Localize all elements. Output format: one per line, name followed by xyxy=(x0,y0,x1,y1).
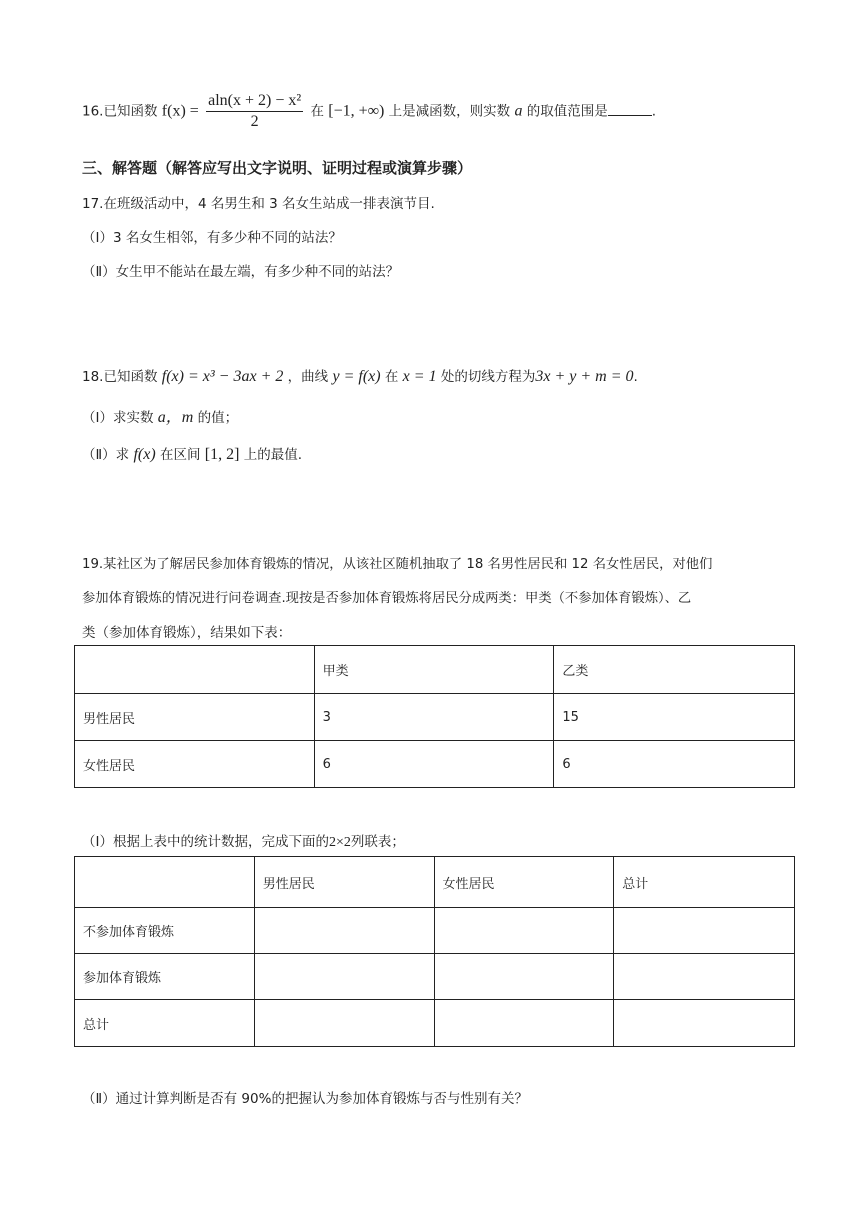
table-row xyxy=(75,954,795,1000)
q19-part1-post: 列联表； xyxy=(350,834,405,850)
table-cell[interactable] xyxy=(254,954,434,1000)
table-cell xyxy=(75,857,255,908)
table-row xyxy=(75,908,795,954)
q19-part1 xyxy=(82,830,405,851)
q18-part2-mid: 在区间 xyxy=(159,447,201,463)
q19-part2: （Ⅱ）通过计算判断是否有 90%的把握认为参加体育锻炼与否与性别有关？ xyxy=(82,1091,528,1107)
table-cell: 15 xyxy=(554,694,795,741)
q16-numerator: aln(x + 2) − x² xyxy=(206,92,303,112)
q16-suffix: 的取值范围是 xyxy=(526,103,608,120)
question-16 xyxy=(82,92,656,131)
table-cell[interactable] xyxy=(434,1000,614,1047)
table-cell: 甲类 xyxy=(314,646,554,694)
q19-line3: 类（参加体育锻炼），结果如下表： xyxy=(82,625,292,641)
q18-part2 xyxy=(82,443,302,464)
q16-var-a: a xyxy=(514,102,523,120)
table-cell xyxy=(75,646,315,694)
table-cell[interactable] xyxy=(434,954,614,1000)
q19-part1-pre: （Ⅰ）根据上表中的统计数据，完成下面的 xyxy=(82,834,329,850)
q18-curve: y = f(x) xyxy=(332,368,381,385)
table-cell: 总计 xyxy=(75,1000,255,1047)
table-cell: 男性居民 xyxy=(75,694,315,741)
table-row xyxy=(75,1000,795,1047)
q19-line1: 19.某社区为了解居民参加体育锻炼的情况，从该社区随机抽取了 18 名男性居民和 12 名女性居民，对他们 xyxy=(82,557,713,572)
q18-part2-func: f(x) xyxy=(133,446,156,463)
q18-end: . xyxy=(633,369,638,385)
q16-fx: f(x) = xyxy=(161,102,199,120)
q18-part2-post: 上的最值. xyxy=(243,447,302,463)
table-cell: 3 xyxy=(314,694,554,741)
table-cell: 女性居民 xyxy=(75,741,315,788)
table-row xyxy=(75,694,795,741)
table-cell: 不参加体育锻炼 xyxy=(75,908,255,954)
q16-after-interval: 上是减函数，则实数 xyxy=(388,103,511,120)
q18-t2: 在 xyxy=(384,369,399,385)
survey-table xyxy=(74,645,795,788)
q16-interval: [−1, +∞) xyxy=(328,102,385,120)
table-row xyxy=(75,741,795,788)
answer-blank[interactable] xyxy=(608,103,652,116)
q16-denominator: 2 xyxy=(250,113,259,130)
q18-prefix: 18.已知函数 xyxy=(82,369,158,385)
table-cell: 6 xyxy=(554,741,795,788)
q17-part2: （Ⅱ）女生甲不能站在最左端，有多少种不同的站法？ xyxy=(82,264,400,280)
table-cell: 女性居民 xyxy=(434,857,614,908)
q18-point: x = 1 xyxy=(402,368,437,385)
table-cell: 总计 xyxy=(614,857,795,908)
table-cell[interactable] xyxy=(434,908,614,954)
q18-t3: 处的切线方程为 xyxy=(440,369,536,385)
q17-part1: （Ⅰ）3 名女生相邻，有多少种不同的站法？ xyxy=(82,230,342,246)
section-3-title: 三、解答题（解答应写出文字说明、证明过程或演算步骤） xyxy=(82,159,473,177)
q18-part1-vars: a，m xyxy=(157,409,194,426)
q18-part2-interval: [1, 2] xyxy=(204,446,240,463)
question-18 xyxy=(82,365,638,386)
table-cell[interactable] xyxy=(254,908,434,954)
table-cell[interactable] xyxy=(614,1000,795,1047)
table-cell: 男性居民 xyxy=(254,857,434,908)
table-header-row xyxy=(75,857,795,908)
table-cell[interactable] xyxy=(614,908,795,954)
q19-line2: 参加体育锻炼的情况进行问卷调查.现按是否参加体育锻炼将居民分成两类：甲类（不参加体育锻炼）、乙 xyxy=(82,591,692,606)
contingency-table xyxy=(74,856,795,1047)
q17-stem: 17.在班级活动中，4 名男生和 3 名女生站成一排表演节目. xyxy=(82,196,435,212)
q18-part2-pre: （Ⅱ）求 xyxy=(82,447,130,463)
table-cell: 6 xyxy=(314,741,554,788)
q16-mid: 在 xyxy=(310,103,324,120)
q16-fraction xyxy=(206,92,303,131)
q18-part1 xyxy=(82,404,238,427)
q18-tangent: 3x + y + m = 0 xyxy=(535,368,634,385)
q18-part1-post: 的值； xyxy=(197,410,239,426)
q18-t1: ，曲线 xyxy=(287,369,329,385)
q19-part1-math: 2×2 xyxy=(328,835,351,850)
table-cell[interactable] xyxy=(254,1000,434,1047)
q18-part1-pre: （Ⅰ）求实数 xyxy=(82,410,154,426)
table-cell: 乙类 xyxy=(554,646,795,694)
table-cell[interactable] xyxy=(614,954,795,1000)
q18-func: f(x) = x³ − 3ax + 2 xyxy=(161,368,284,385)
table-header-row xyxy=(75,646,795,694)
q16-prefix: 16.已知函数 xyxy=(82,103,158,120)
q16-end: . xyxy=(651,103,657,120)
table-cell: 参加体育锻炼 xyxy=(75,954,255,1000)
